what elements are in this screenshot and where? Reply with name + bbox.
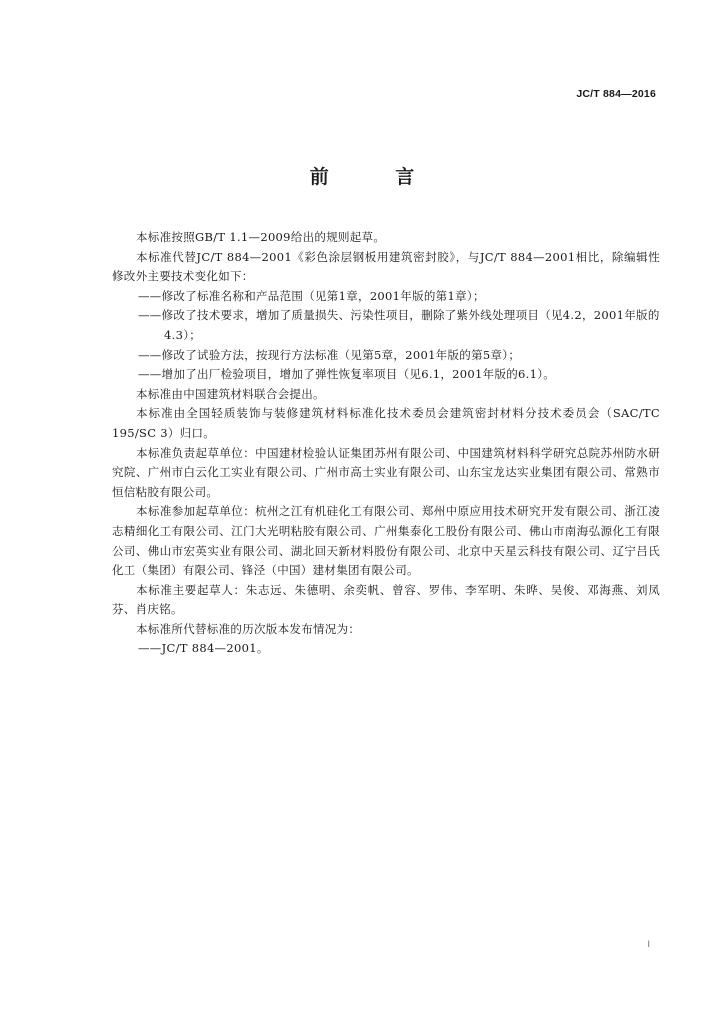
change-item-1: ——修改了标准名称和产品范围（见第1章，2001年版的第1章）； bbox=[138, 288, 485, 303]
foreword-body bbox=[112, 228, 660, 659]
page-number: I bbox=[647, 940, 650, 950]
paragraph-version-history: 本标准所代替标准的历次版本发布情况为： bbox=[136, 621, 361, 636]
paragraph-lead-drafters: 本标准负责起草单位：中国建材检验认证集团苏州有限公司、中国建筑材料科学研究总院苏州防水研究院、广州市白云化工实业有限公司、广州市高士实业有限公司、山东宝龙达实业集团有限公司、常熟市恒信粘胶有限公司。 bbox=[112, 445, 660, 499]
version-history-item: ——JC/T 884—2001。 bbox=[138, 641, 269, 656]
standard-code-header: JC/T 884—2016 bbox=[576, 88, 656, 100]
change-item-4: ——增加了出厂检验项目，增加了弹性恢复率项目（见6.1，2001年版的6.1）。 bbox=[138, 367, 556, 382]
paragraph-replacement: 本标准代替JC/T 884—2001《彩色涂层钢板用建筑密封胶》，与JC/T 884—2001相比，除编辑性修改外主要技术变化如下： bbox=[112, 249, 660, 284]
paragraph-under-jurisdiction: 本标准由全国轻质装饰与装修建筑材料标准化技术委员会建筑密封材料分技术委员会（SAC/TC 195/SC 3）归口。 bbox=[112, 406, 660, 440]
page-title: 前 言 bbox=[309, 166, 445, 188]
paragraph-main-authors: 本标准主要起草人：朱志远、朱德明、余奕帆、曾容、罗伟、李军明、朱晔、吴俊、邓海燕、刘凤芬、肖庆铭。 bbox=[112, 582, 660, 617]
change-item-3: ——修改了试验方法，按现行方法标准（见第5章，2001年版的第5章）； bbox=[138, 347, 521, 362]
paragraph-drafting-rules: 本标准按照GB/T 1.1—2009给出的规则起草。 bbox=[136, 230, 386, 244]
paragraph-participating-drafters: 本标准参加起草单位：杭州之江有机硅化工有限公司、郑州中原应用技术研究开发有限公司、浙江凌志精细化工有限公司、江门大光明粘胶有限公司、广州集泰化工股份有限公司、佛山市南海弘源化工有限公司、佛山市宏英实业有限公司、湖北回天新材料股份有限公司、北京中天星云科技有限公司、辽宁吕氏化工（集团）有限公司、锋泾（中国）建材集团有限公司。 bbox=[112, 504, 660, 578]
change-item-2: ——修改了技术要求，增加了质量损失、污染性项目，删除了紫外线处理项目（见4.2，2001年版的4.3）； bbox=[138, 308, 660, 342]
paragraph-proposed-by: 本标准由中国建筑材料联合会提出。 bbox=[136, 386, 325, 401]
